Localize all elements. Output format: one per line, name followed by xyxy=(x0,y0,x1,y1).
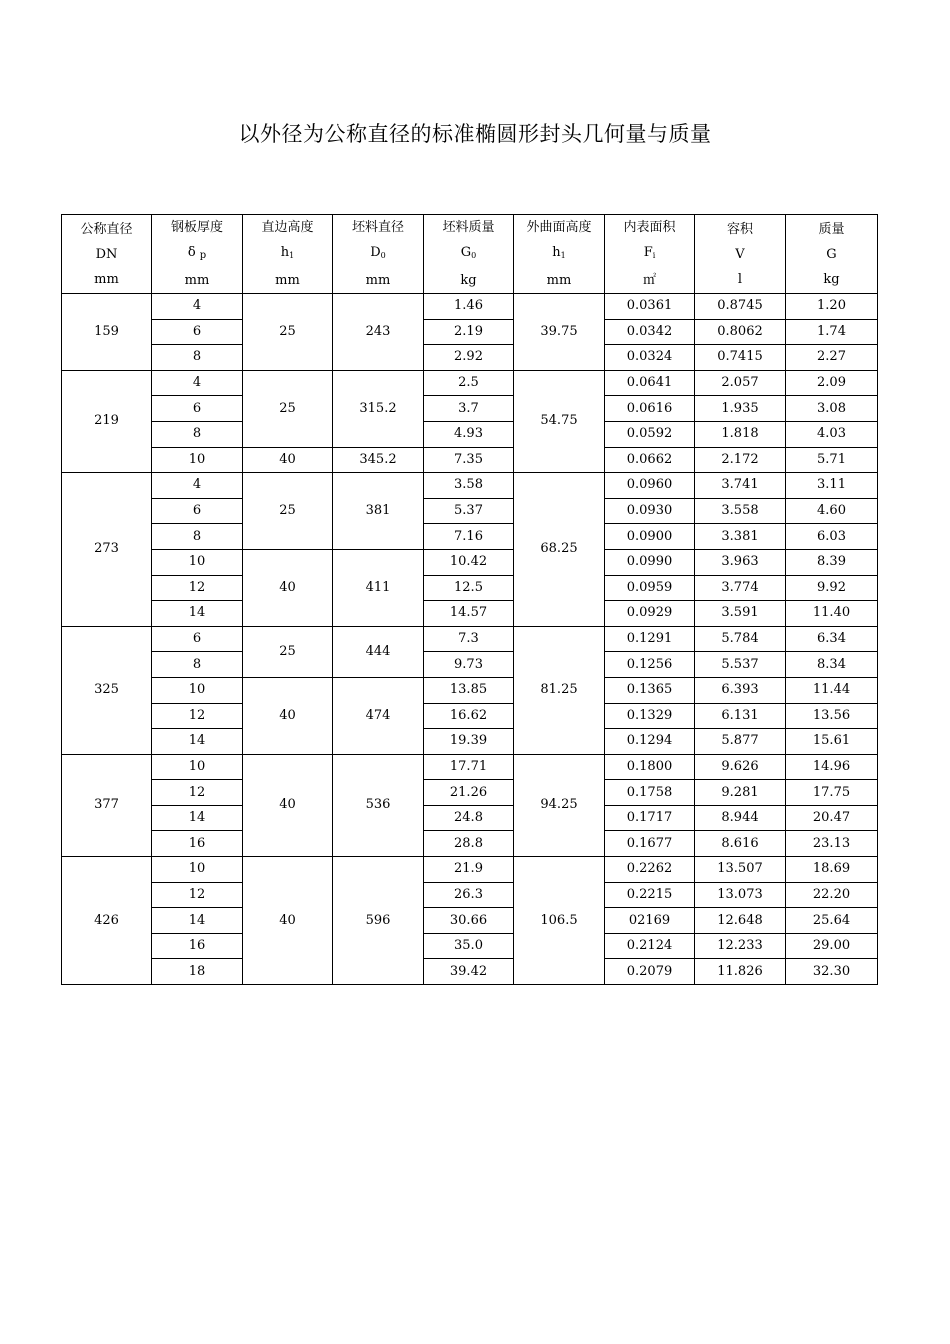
plate-thickness-cell: 6 xyxy=(152,319,243,345)
blank-mass-cell: 24.8 xyxy=(424,805,514,831)
plate-thickness-cell: 8 xyxy=(152,524,243,550)
table-row xyxy=(62,549,878,575)
nominal-diameter-cell: 219 xyxy=(62,370,152,472)
volume-cell: 6.131 xyxy=(695,703,786,729)
mass-cell: 2.27 xyxy=(786,345,878,371)
volume-cell: 1.935 xyxy=(695,396,786,422)
blank-diameter-cell: 411 xyxy=(333,549,424,626)
mass-cell: 9.92 xyxy=(786,575,878,601)
plate-thickness-cell: 16 xyxy=(152,831,243,857)
volume-cell: 3.963 xyxy=(695,549,786,575)
table-row xyxy=(62,933,878,959)
plate-thickness-cell: 10 xyxy=(152,447,243,473)
nominal-diameter-cell: 325 xyxy=(62,626,152,754)
column-name: 公称直径 xyxy=(80,221,133,237)
volume-cell: 13.507 xyxy=(695,857,786,883)
column-symbol-subscript: i xyxy=(652,251,656,260)
table-row xyxy=(62,498,878,524)
mass-cell: 6.03 xyxy=(786,524,878,550)
volume-cell: 3.381 xyxy=(695,524,786,550)
volume-cell: 5.877 xyxy=(695,729,786,755)
column-name: 内表面积 xyxy=(623,220,676,235)
table-row xyxy=(62,370,878,396)
table-row xyxy=(62,396,878,422)
blank-mass-cell: 16.62 xyxy=(424,703,514,729)
column-name: 容积 xyxy=(726,221,753,237)
blank-diameter-cell: 345.2 xyxy=(333,447,424,473)
inner-surface-area-cell: 0.2124 xyxy=(605,933,695,959)
column-unit: l xyxy=(737,271,743,287)
column-unit: mm xyxy=(546,273,572,288)
table-row xyxy=(62,345,878,371)
volume-cell: 2.057 xyxy=(695,370,786,396)
straight-edge-height-cell: 40 xyxy=(243,754,333,856)
mass-cell: 3.11 xyxy=(786,473,878,499)
blank-mass-cell: 7.16 xyxy=(424,524,514,550)
plate-thickness-cell: 4 xyxy=(152,370,243,396)
mass-cell: 13.56 xyxy=(786,703,878,729)
column-symbol: $D_0$ xyxy=(370,245,386,260)
blank-mass-cell: 21.26 xyxy=(424,780,514,806)
volume-cell: 0.7415 xyxy=(695,345,786,371)
column-name: 质量 xyxy=(818,221,845,237)
mass-cell: 1.74 xyxy=(786,319,878,345)
curve-height-cell: 94.25 xyxy=(514,754,605,856)
column-name: 坯料直径 xyxy=(351,220,404,235)
volume-cell: 9.281 xyxy=(695,780,786,806)
volume-cell: 2.172 xyxy=(695,447,786,473)
inner-surface-area-cell: 0.1291 xyxy=(605,626,695,652)
volume-cell: 0.8062 xyxy=(695,319,786,345)
inner-surface-area-cell: 0.0959 xyxy=(605,575,695,601)
plate-thickness-cell: 4 xyxy=(152,294,243,320)
column-symbol: V xyxy=(735,246,745,262)
column-name: 坯料质量 xyxy=(442,220,495,235)
table-row xyxy=(62,447,878,473)
blank-mass-cell: 10.42 xyxy=(424,549,514,575)
plate-thickness-cell: 10 xyxy=(152,857,243,883)
volume-cell: 11.826 xyxy=(695,959,786,985)
blank-diameter-cell: 243 xyxy=(333,294,424,371)
table-row xyxy=(62,319,878,345)
inner-surface-area-cell: 0.0324 xyxy=(605,345,695,371)
blank-mass-cell: 3.58 xyxy=(424,473,514,499)
table-row xyxy=(62,729,878,755)
volume-cell: 13.073 xyxy=(695,882,786,908)
volume-cell: 9.626 xyxy=(695,754,786,780)
straight-edge-height-cell: 25 xyxy=(243,626,333,677)
inner-surface-area-cell: 0.1717 xyxy=(605,805,695,831)
mass-cell: 25.64 xyxy=(786,908,878,934)
blank-mass-cell: 4.93 xyxy=(424,421,514,447)
nominal-diameter-cell: 159 xyxy=(62,294,152,371)
plate-thickness-cell: 14 xyxy=(152,601,243,627)
volume-cell: 8.616 xyxy=(695,831,786,857)
column-symbol: $G_0$ xyxy=(460,245,477,260)
mass-cell: 1.20 xyxy=(786,294,878,320)
table-row xyxy=(62,780,878,806)
curve-height-cell: 106.5 xyxy=(514,857,605,985)
inner-surface-area-cell: 0.0662 xyxy=(605,447,695,473)
inner-surface-area-cell: 0.1365 xyxy=(605,677,695,703)
plate-thickness-cell: 14 xyxy=(152,908,243,934)
blank-mass-cell: 7.3 xyxy=(424,626,514,652)
column-name: 外曲面高度 xyxy=(526,220,592,235)
inner-surface-area-cell: 0.0990 xyxy=(605,549,695,575)
volume-cell: 12.233 xyxy=(695,933,786,959)
mass-cell: 4.60 xyxy=(786,498,878,524)
plate-thickness-cell: 12 xyxy=(152,882,243,908)
table-body xyxy=(62,294,878,985)
straight-edge-height-cell: 40 xyxy=(243,549,333,626)
blank-diameter-cell: 444 xyxy=(333,626,424,677)
plate-thickness-cell: 12 xyxy=(152,703,243,729)
inner-surface-area-cell: 0.0930 xyxy=(605,498,695,524)
plate-thickness-cell: 8 xyxy=(152,421,243,447)
table-row xyxy=(62,908,878,934)
mass-cell: 18.69 xyxy=(786,857,878,883)
curve-height-cell: 81.25 xyxy=(514,626,605,754)
plate-thickness-cell: 14 xyxy=(152,805,243,831)
mass-cell: 20.47 xyxy=(786,805,878,831)
mass-cell: 14.96 xyxy=(786,754,878,780)
column-symbol: $h_1$ xyxy=(280,245,295,260)
mass-cell: 17.75 xyxy=(786,780,878,806)
inner-surface-area-cell: 0.2215 xyxy=(605,882,695,908)
nominal-diameter-cell: 426 xyxy=(62,857,152,985)
volume-cell: 5.537 xyxy=(695,652,786,678)
volume-cell: 3.774 xyxy=(695,575,786,601)
blank-diameter-cell: 315.2 xyxy=(333,370,424,447)
mass-cell: 3.08 xyxy=(786,396,878,422)
volume-cell: 8.944 xyxy=(695,805,786,831)
mass-cell: 5.71 xyxy=(786,447,878,473)
blank-mass-cell: 21.9 xyxy=(424,857,514,883)
inner-surface-area-cell: 0.1294 xyxy=(605,729,695,755)
blank-mass-cell: 26.3 xyxy=(424,882,514,908)
blank-diameter-cell: 381 xyxy=(333,473,424,550)
inner-surface-area-cell: 0.1758 xyxy=(605,780,695,806)
plate-thickness-cell: 12 xyxy=(152,575,243,601)
blank-mass-cell: 2.92 xyxy=(424,345,514,371)
column-header xyxy=(514,215,605,294)
curve-height-cell: 54.75 xyxy=(514,370,605,472)
curve-height-cell: 39.75 xyxy=(514,294,605,371)
mass-cell: 6.34 xyxy=(786,626,878,652)
table-row xyxy=(62,473,878,499)
plate-thickness-cell: 4 xyxy=(152,473,243,499)
inner-surface-area-cell: 0.2262 xyxy=(605,857,695,883)
column-header xyxy=(786,215,878,294)
table-row xyxy=(62,857,878,883)
column-unit: mm xyxy=(94,271,119,287)
column-unit: mm xyxy=(184,273,210,288)
mass-cell: 8.39 xyxy=(786,549,878,575)
page-title: 以外径为公称直径的标准椭圆形封头几何量与质量 xyxy=(238,122,712,146)
column-header xyxy=(605,215,695,294)
table-row xyxy=(62,882,878,908)
column-unit: kg xyxy=(823,271,840,287)
blank-mass-cell: 2.19 xyxy=(424,319,514,345)
mass-cell: 4.03 xyxy=(786,421,878,447)
mass-cell: 11.44 xyxy=(786,677,878,703)
inner-surface-area-cell: 0.0342 xyxy=(605,319,695,345)
mass-cell: 23.13 xyxy=(786,831,878,857)
volume-cell: 5.784 xyxy=(695,626,786,652)
table-row xyxy=(62,421,878,447)
blank-mass-cell: 30.66 xyxy=(424,908,514,934)
column-header xyxy=(695,215,786,294)
mass-cell: 8.34 xyxy=(786,652,878,678)
column-unit: mm xyxy=(275,273,300,288)
blank-mass-cell: 14.57 xyxy=(424,601,514,627)
blank-mass-cell: 1.46 xyxy=(424,294,514,320)
blank-mass-cell: 12.5 xyxy=(424,575,514,601)
blank-mass-cell: 13.85 xyxy=(424,677,514,703)
plate-thickness-cell: 14 xyxy=(152,729,243,755)
plate-thickness-cell: 6 xyxy=(152,498,243,524)
inner-surface-area-cell: 0.1329 xyxy=(605,703,695,729)
volume-cell: 6.393 xyxy=(695,677,786,703)
column-symbol: δ $_p$ xyxy=(187,245,207,261)
mass-cell: 15.61 xyxy=(786,729,878,755)
plate-thickness-cell: 16 xyxy=(152,933,243,959)
volume-cell: 12.648 xyxy=(695,908,786,934)
column-symbol-subscript: 1 xyxy=(289,251,295,260)
volume-cell: 1.818 xyxy=(695,421,786,447)
inner-surface-area-cell: 0.0929 xyxy=(605,601,695,627)
blank-mass-cell: 2.5 xyxy=(424,370,514,396)
inner-surface-area-cell: 0.2079 xyxy=(605,959,695,985)
spec-table xyxy=(61,214,878,985)
column-header xyxy=(243,215,333,294)
curve-height-cell: 68.25 xyxy=(514,473,605,627)
straight-edge-height-cell: 25 xyxy=(243,473,333,550)
table-row xyxy=(62,959,878,985)
inner-surface-area-cell: 0.0641 xyxy=(605,370,695,396)
blank-diameter-cell: 536 xyxy=(333,754,424,856)
table-row xyxy=(62,626,878,652)
mass-cell: 32.30 xyxy=(786,959,878,985)
column-symbol: $F_i$ xyxy=(643,245,656,260)
blank-diameter-cell: 474 xyxy=(333,677,424,754)
nominal-diameter-cell: 377 xyxy=(62,754,152,856)
plate-thickness-cell: 10 xyxy=(152,677,243,703)
blank-mass-cell: 19.39 xyxy=(424,729,514,755)
straight-edge-height-cell: 40 xyxy=(243,857,333,985)
inner-surface-area-cell: 0.0592 xyxy=(605,421,695,447)
volume-cell: 3.741 xyxy=(695,473,786,499)
table-row xyxy=(62,294,878,320)
table-row xyxy=(62,575,878,601)
column-header xyxy=(152,215,243,294)
table-row xyxy=(62,703,878,729)
plate-thickness-cell: 8 xyxy=(152,345,243,371)
volume-cell: 3.591 xyxy=(695,601,786,627)
straight-edge-height-cell: 40 xyxy=(243,677,333,754)
column-symbol: G xyxy=(826,246,837,262)
straight-edge-height-cell: 25 xyxy=(243,294,333,371)
inner-surface-area-cell: 0.1677 xyxy=(605,831,695,857)
column-symbol-subscript: p xyxy=(199,250,207,261)
table-row xyxy=(62,677,878,703)
table-row xyxy=(62,805,878,831)
blank-mass-cell: 39.42 xyxy=(424,959,514,985)
table-row xyxy=(62,831,878,857)
column-unit: mm xyxy=(365,273,391,288)
table-row xyxy=(62,601,878,627)
column-header xyxy=(333,215,424,294)
column-symbol-subscript: 0 xyxy=(380,251,386,260)
inner-surface-area-cell: 02169 xyxy=(605,908,695,934)
column-symbol-subscript: 0 xyxy=(471,251,477,260)
inner-surface-area-cell: 0.0960 xyxy=(605,473,695,499)
mass-cell: 11.40 xyxy=(786,601,878,627)
table-row xyxy=(62,652,878,678)
column-unit: ㎡ xyxy=(642,273,656,288)
blank-mass-cell: 3.7 xyxy=(424,396,514,422)
blank-mass-cell: 5.37 xyxy=(424,498,514,524)
column-symbol-subscript: 1 xyxy=(560,251,566,260)
plate-thickness-cell: 8 xyxy=(152,652,243,678)
blank-mass-cell: 28.8 xyxy=(424,831,514,857)
volume-cell: 0.8745 xyxy=(695,294,786,320)
column-header xyxy=(424,215,514,294)
inner-surface-area-cell: 0.0900 xyxy=(605,524,695,550)
table-row xyxy=(62,754,878,780)
table-row xyxy=(62,524,878,550)
column-name: 钢板厚度 xyxy=(170,220,223,235)
column-symbol: DN xyxy=(95,246,118,262)
nominal-diameter-cell: 273 xyxy=(62,473,152,627)
inner-surface-area-cell: 0.1800 xyxy=(605,754,695,780)
straight-edge-height-cell: 25 xyxy=(243,370,333,447)
blank-mass-cell: 17.71 xyxy=(424,754,514,780)
blank-diameter-cell: 596 xyxy=(333,857,424,985)
plate-thickness-cell: 18 xyxy=(152,959,243,985)
blank-mass-cell: 35.0 xyxy=(424,933,514,959)
mass-cell: 2.09 xyxy=(786,370,878,396)
inner-surface-area-cell: 0.0361 xyxy=(605,294,695,320)
column-symbol: $h_1$ xyxy=(552,245,566,260)
column-header xyxy=(62,215,152,294)
plate-thickness-cell: 6 xyxy=(152,626,243,652)
plate-thickness-cell: 12 xyxy=(152,780,243,806)
blank-mass-cell: 7.35 xyxy=(424,447,514,473)
plate-thickness-cell: 10 xyxy=(152,549,243,575)
volume-cell: 3.558 xyxy=(695,498,786,524)
inner-surface-area-cell: 0.1256 xyxy=(605,652,695,678)
plate-thickness-cell: 10 xyxy=(152,754,243,780)
column-name: 直边高度 xyxy=(261,220,314,235)
header-row xyxy=(62,215,878,294)
plate-thickness-cell: 6 xyxy=(152,396,243,422)
column-unit: kg xyxy=(460,273,477,288)
inner-surface-area-cell: 0.0616 xyxy=(605,396,695,422)
mass-cell: 29.00 xyxy=(786,933,878,959)
mass-cell: 22.20 xyxy=(786,882,878,908)
blank-mass-cell: 9.73 xyxy=(424,652,514,678)
straight-edge-height-cell: 40 xyxy=(243,447,333,473)
